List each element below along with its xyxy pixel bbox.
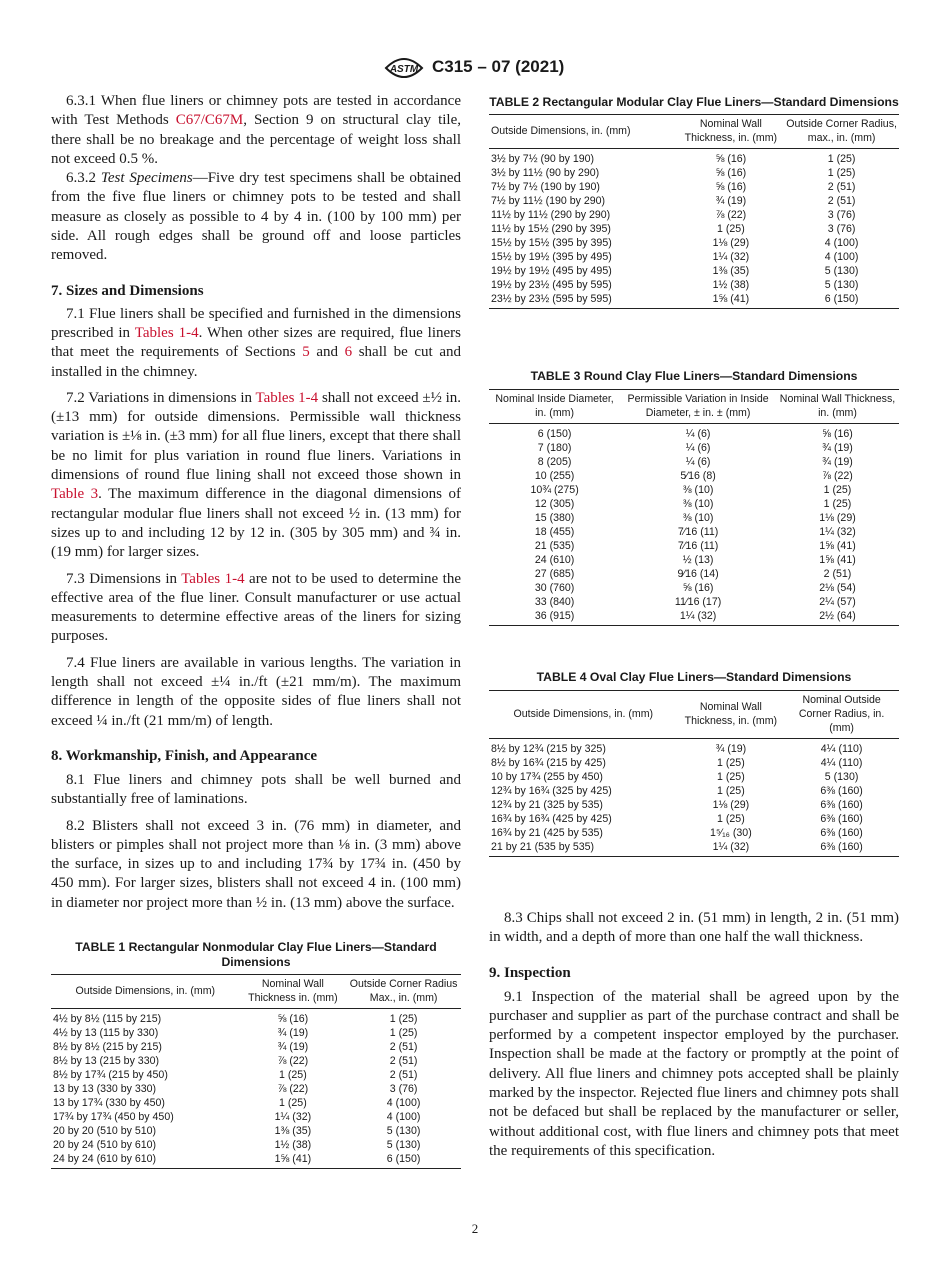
link-table-3[interactable]: Table 3	[51, 486, 99, 503]
link-tables-1-4[interactable]: Tables 1-4	[255, 389, 319, 406]
table-row	[51, 1096, 461, 1110]
table-cell: 1 (25)	[717, 785, 745, 797]
table-row	[51, 1009, 461, 1027]
table-cell: ⅞ (22)	[277, 1083, 309, 1095]
table-3-grid	[489, 389, 899, 626]
table-header: Permissible Variation in Inside Diameter, ± in. ± (mm)	[620, 390, 776, 424]
table-header: Nominal Inside Diameter, in. (mm)	[489, 390, 620, 424]
table-cell: 1 (25)	[717, 813, 745, 825]
table-row	[489, 539, 899, 553]
table-cell: 24 by 24 (610 by 610)	[53, 1153, 157, 1165]
table-cell: 1⅛ (29)	[819, 512, 856, 524]
table-cell: 1¼ (32)	[679, 610, 717, 622]
table-cell: 21 by 21 (535 by 535)	[491, 841, 595, 853]
table-row	[489, 581, 899, 595]
table-header: Nominal Wall Thickness, in. (mm)	[678, 691, 785, 739]
table-cell: 20 by 20 (510 by 510)	[53, 1125, 157, 1137]
table-cell: 7⁄16 (11)	[677, 526, 719, 538]
table-cell: 3½ by 7½ (90 by 190)	[491, 153, 595, 165]
table-cell: 1⅝ (41)	[819, 540, 856, 552]
table-cell: 10¾ (275)	[530, 484, 579, 496]
table-cell: 4½ by 8½ (115 by 215)	[53, 1013, 162, 1025]
table-cell: ¾ (19)	[277, 1027, 309, 1039]
table-cell: 2 (51)	[389, 1069, 418, 1081]
table-2-title: TABLE 2 Rectangular Modular Clay Flue Liners—Standard Dimensions	[489, 95, 899, 109]
table-row	[489, 469, 899, 483]
table-cell: 1 (25)	[717, 223, 745, 235]
table-1	[51, 940, 461, 1169]
table-row	[489, 567, 899, 581]
table-row	[51, 1026, 461, 1040]
table-cell: 1 (25)	[823, 498, 852, 510]
table-header: Nominal Wall Thickness, in. (mm)	[678, 115, 785, 149]
svg-text:ASTM: ASTM	[389, 64, 419, 75]
table-row	[489, 739, 899, 757]
table-cell: ¾ (19)	[277, 1041, 309, 1053]
table-cell: 6⅜ (160)	[820, 841, 863, 853]
table-cell: 17¾ by 17¾ (450 by 450)	[53, 1111, 174, 1123]
table-cell: 1 (25)	[823, 484, 852, 496]
table-cell: 4 (100)	[824, 251, 859, 263]
table-cell: 2¼ (57)	[819, 596, 856, 608]
table-header: Outside Dimensions, in. (mm)	[51, 975, 240, 1009]
table-cell: 16¾ by 21 (425 by 535)	[491, 827, 603, 839]
table-cell: 5 (130)	[386, 1125, 421, 1137]
table-cell: 5 (130)	[824, 279, 859, 291]
link-tables-1-4[interactable]: Tables 1-4	[181, 570, 245, 587]
table-row	[51, 1124, 461, 1138]
table-cell: 20 by 24 (510 by 610)	[53, 1139, 157, 1151]
table-cell: 6 (150)	[537, 428, 572, 440]
table-cell: 4¼ (110)	[820, 743, 863, 755]
table-cell: 2 (51)	[389, 1041, 418, 1053]
link-section-5[interactable]: 5	[302, 344, 310, 361]
table-row	[489, 525, 899, 539]
table-cell: 4 (100)	[386, 1111, 421, 1123]
table-cell: 1½ (38)	[712, 279, 750, 291]
table-row	[51, 1068, 461, 1082]
table-cell: 1 (25)	[279, 1097, 307, 1109]
table-row	[489, 455, 899, 469]
table-cell: 30 (760)	[534, 582, 575, 594]
table-cell: 1⅛ (29)	[712, 799, 750, 811]
table-1-grid	[51, 974, 461, 1169]
table-row	[489, 812, 899, 826]
table-row	[489, 236, 899, 250]
table-cell: ⅞ (22)	[715, 209, 747, 221]
table-header: Outside Corner Radius, max., in. (mm)	[784, 115, 899, 149]
table-row	[489, 208, 899, 222]
table-cell: ¾ (19)	[715, 743, 747, 755]
table-cell: 3 (76)	[827, 209, 856, 221]
table-cell: 8 (205)	[537, 456, 572, 468]
link-c67[interactable]: C67/C67M	[175, 112, 244, 129]
page-header	[0, 54, 950, 84]
table-cell: 10 by 17¾ (255 by 450)	[491, 771, 603, 783]
paragraph-7-1: 7.1 Flue liners shall be specified and furnished in the dimensions prescribed in Tables 1-4. When other sizes are required, flue liners that meet the requirements of Sections 5 and 6 shall be cut and installed in the chimney.	[51, 305, 461, 380]
table-1-title: TABLE 1 Rectangular Nonmodular Clay Flue Liners—Standard Dimensions	[75, 940, 437, 969]
table-cell: ⅝ (16)	[715, 153, 747, 165]
table-row	[489, 826, 899, 840]
table-cell: 2 (51)	[389, 1055, 418, 1067]
right-text	[489, 909, 899, 1161]
table-cell: 11½ by 15½ (290 by 395)	[491, 223, 611, 235]
table-cell: 33 (840)	[534, 596, 575, 608]
left-column	[51, 92, 461, 913]
table-cell: 1⅝ (41)	[819, 554, 856, 566]
paragraph-9-1: 9.1 Inspection of the material shall be agreed upon by the purchaser and supplier as part of the purchase contract and shall be performed by a competent inspector employed by the purchaser. Inspection shall be made at the factory or promptly at the point of delivery. All flue liners and chimney pots accepted shall be plainly marked by the inspector. Rejected flue liners and chimney pots shall not be defaced but shall be replaced by the manufacturer or seller, without additional cost, with flue liners and chimney pots that meet the requirements of this specification.	[489, 988, 899, 1159]
table-cell: ¼ (6)	[685, 456, 711, 468]
table-row	[489, 278, 899, 292]
table-cell: ⅞ (22)	[277, 1055, 309, 1067]
table-row	[489, 424, 899, 442]
table-row	[489, 609, 899, 626]
section-8-heading: 8. Workmanship, Finish, and Appearance	[51, 747, 318, 764]
table-cell: 1⅜ (35)	[274, 1125, 312, 1137]
table-cell: 15½ by 15½ (395 by 395)	[491, 237, 612, 249]
table-row	[489, 441, 899, 455]
table-cell: 23½ by 23½ (595 by 595)	[491, 293, 612, 305]
table-header: Nominal Wall Thickness in. (mm)	[240, 975, 347, 1009]
table-cell: 24 (610)	[534, 554, 575, 566]
table-cell: ¾ (19)	[822, 456, 853, 468]
table-cell: 1 (25)	[389, 1027, 418, 1039]
table-cell: ⅞ (22)	[822, 470, 853, 482]
table-cell: 1⅜ (35)	[712, 265, 750, 277]
table-cell: ⅜ (10)	[682, 484, 714, 496]
table-cell: 6 (150)	[386, 1153, 421, 1165]
paragraph-6-3-2: 6.3.2 Test Specimens—Five dry test specimens shall be obtained from the five flue liners or chimney pots to be tested and shall measure as closely as possible to 4 by 4 in. (100 by 100 mm) per side. All rough edges shall be ground off and loose particles removed.	[51, 170, 461, 264]
table-cell: 8½ by 12¾ (215 by 325)	[491, 743, 606, 755]
table-cell: 12¾ by 16¾ (325 by 425)	[491, 785, 612, 797]
table-cell: 18 (455)	[534, 526, 575, 538]
table-cell: 8½ by 16¾ (215 by 425)	[491, 757, 606, 769]
link-section-6[interactable]: 6	[344, 344, 353, 361]
table-header: Nominal Wall Thickness, in. (mm)	[776, 390, 899, 424]
table-cell: 4½ by 13 (115 by 330)	[53, 1027, 159, 1039]
table-cell: 19½ by 19½ (495 by 495)	[491, 265, 612, 277]
table-row	[51, 1054, 461, 1068]
table-cell: 1 (25)	[279, 1069, 307, 1081]
table-cell: 6⅜ (160)	[820, 813, 863, 825]
table-cell: 1¼ (32)	[712, 251, 750, 263]
table-cell: ⅝ (16)	[682, 582, 714, 594]
table-cell: 1 (25)	[827, 153, 856, 165]
table-cell: 6 (150)	[824, 293, 859, 305]
astm-logo-icon	[384, 54, 424, 82]
table-cell: ⅝ (16)	[277, 1013, 309, 1025]
table-row	[489, 149, 899, 167]
table-cell: 5⁄16 (8)	[680, 470, 716, 482]
paragraph-8-1: 8.1 Flue liners and chimney pots shall be well burned and substantially free of laminations.	[51, 771, 461, 808]
table-cell: 7½ by 7½ (190 by 190)	[491, 181, 600, 193]
table-2-grid	[489, 114, 899, 309]
section-7-heading: 7. Sizes and Dimensions	[51, 282, 204, 299]
paragraph-6-3-1: 6.3.1 When flue liners or chimney pots are tested in accordance with Test Methods C67/C67M, Section 9 on structural clay tile, there shall be no breakage and the percentage of weight loss shall not exceed 0.5 %.	[51, 93, 461, 167]
table-cell: 4¼ (110)	[820, 757, 863, 769]
table-row	[489, 194, 899, 208]
table-3-title: TABLE 3 Round Clay Flue Liners—Standard Dimensions	[530, 369, 858, 383]
table-row	[489, 840, 899, 857]
table-2	[489, 95, 899, 309]
table-cell: ⅜ (10)	[682, 512, 714, 524]
table-row	[489, 756, 899, 770]
table-cell: ¼ (6)	[685, 428, 711, 440]
table-cell: 7½ by 11½ (190 by 290)	[491, 195, 606, 207]
table-cell: 1 (25)	[389, 1013, 418, 1025]
table-cell: 4 (100)	[824, 237, 859, 249]
table-row	[489, 222, 899, 236]
table-cell: 13 by 17¾ (330 by 450)	[53, 1097, 165, 1109]
table-cell: 1 (25)	[827, 167, 856, 179]
table-cell: ¼ (6)	[685, 442, 711, 454]
table-cell: 3 (76)	[389, 1083, 418, 1095]
table-cell: 15 (380)	[534, 512, 575, 524]
table-cell: 2 (51)	[827, 181, 856, 193]
table-4-grid	[489, 690, 899, 857]
table-row	[489, 264, 899, 278]
table-row	[489, 595, 899, 609]
table-cell: 6⅜ (160)	[820, 827, 863, 839]
table-cell: 6⅜ (160)	[820, 799, 863, 811]
table-3	[489, 369, 899, 626]
table-row	[51, 1138, 461, 1152]
table-cell: 5 (130)	[824, 265, 859, 277]
table-cell: 7⁄16 (11)	[677, 540, 719, 552]
table-row	[489, 553, 899, 567]
table-cell: ½ (13)	[682, 554, 714, 566]
paragraph-7-4: 7.4 Flue liners are available in various lengths. The variation in length shall not exceed ±¼ in./ft (±21 mm/m). The maximum difference in length of the opposite sides of flue liners shall not exceed ¼ in./ft (21 mm/m) of length.	[51, 654, 461, 729]
table-cell: 2½ (64)	[819, 610, 856, 622]
table-4	[489, 670, 899, 857]
table-cell: 8½ by 13 (215 by 330)	[53, 1055, 160, 1067]
table-cell: 1¼ (32)	[819, 526, 856, 538]
table-cell: 2⅛ (54)	[819, 582, 856, 594]
table-cell: 16¾ by 16¾ (425 by 425)	[491, 813, 612, 825]
table-cell: 1⅛ (29)	[712, 237, 750, 249]
table-cell: 1 (25)	[717, 771, 745, 783]
table-cell: 21 (535)	[534, 540, 575, 552]
table-row	[489, 250, 899, 264]
table-cell: 6⅜ (160)	[820, 785, 863, 797]
table-cell: 9⁄16 (14)	[677, 568, 719, 580]
table-row	[51, 1110, 461, 1124]
table-cell: ⅝ (16)	[822, 428, 853, 440]
table-header: Outside Dimensions, in. (mm)	[489, 691, 678, 739]
table-cell: 5 (130)	[386, 1139, 421, 1151]
table-cell: 19½ by 23½ (495 by 595)	[491, 279, 612, 291]
table-cell: ¾ (19)	[715, 195, 747, 207]
table-cell: 12 (305)	[534, 498, 575, 510]
table-cell: 15½ by 19½ (395 by 495)	[491, 251, 612, 263]
table-cell: ¾ (19)	[822, 442, 853, 454]
table-header: Outside Dimensions, in. (mm)	[489, 115, 678, 149]
table-cell: 5 (130)	[824, 771, 859, 783]
paragraph-7-3: 7.3 Dimensions in Tables 1-4 are not to be used to determine the effective area of the flue liner. Consult manufacturer or use actual measurements to determine effective areas of the liners for sizing purposes.	[51, 570, 461, 645]
table-cell: 1¼ (32)	[712, 841, 750, 853]
table-row	[489, 798, 899, 812]
table-row	[489, 497, 899, 511]
table-cell: 12¾ by 21 (325 by 535)	[491, 799, 603, 811]
document-id: C315 – 07 (2021)	[432, 57, 565, 76]
page-number: 2	[471, 1221, 479, 1236]
table-cell: ⅝ (16)	[715, 181, 747, 193]
table-cell: 8½ by 8½ (215 by 215)	[53, 1041, 162, 1053]
table-cell: 1½ (38)	[274, 1139, 312, 1151]
table-cell: 1⁵⁄₁₆ (30)	[710, 827, 752, 839]
table-cell: 10 (255)	[534, 470, 575, 482]
table-cell: 11½ by 11½ (290 by 290)	[491, 209, 611, 221]
table-cell: 11⁄16 (17)	[674, 596, 722, 608]
table-row	[489, 292, 899, 309]
table-cell: 7 (180)	[537, 442, 572, 454]
table-row	[489, 483, 899, 497]
table-cell: 4 (100)	[386, 1097, 421, 1109]
link-tables-1-4[interactable]: Tables 1-4	[134, 324, 199, 341]
table-cell: 1¼ (32)	[274, 1111, 312, 1123]
table-cell: 27 (685)	[534, 568, 575, 580]
table-row	[489, 180, 899, 194]
table-cell: 2 (51)	[827, 195, 856, 207]
paragraph-8-2: 8.2 Blisters shall not exceed 3 in. (76 mm) in diameter, and blisters or pimples shall not project more than ⅛ in. (3 mm) above the surface, in sizes up to and including 17¾ by 17¾ in. (450 by 450 mm). For larger sizes, blisters shall not exceed 4 in. (100 mm) in diameter nor project more than ½ in. (13 mm) above the surface.	[51, 817, 461, 911]
table-cell: ⅝ (16)	[715, 167, 747, 179]
table-cell: 3 (76)	[827, 223, 856, 235]
table-cell: 1 (25)	[717, 757, 745, 769]
table-row	[51, 1040, 461, 1054]
table-row	[51, 1082, 461, 1096]
table-cell: 2 (51)	[823, 568, 852, 580]
paragraph-8-3: 8.3 Chips shall not exceed 2 in. (51 mm) in length, 2 in. (51 mm) in width, and a depth of more than one half the wall thickness.	[489, 910, 899, 946]
table-cell: 36 (915)	[534, 610, 575, 622]
table-cell: 13 by 13 (330 by 330)	[53, 1083, 157, 1095]
table-header: Nominal Outside Corner Radius, in. (mm)	[784, 691, 899, 739]
section-9-heading: 9. Inspection	[489, 964, 571, 981]
table-row	[489, 511, 899, 525]
table-4-title: TABLE 4 Oval Clay Flue Liners—Standard Dimensions	[536, 670, 852, 684]
table-cell: 1⅝ (41)	[712, 293, 750, 305]
table-cell: 3½ by 11½ (90 by 290)	[491, 167, 600, 179]
table-row	[51, 1152, 461, 1169]
table-row	[489, 166, 899, 180]
table-header: Outside Corner Radius Max., in. (mm)	[346, 975, 461, 1009]
table-row	[489, 784, 899, 798]
table-cell: 8½ by 17¾ (215 by 450)	[53, 1069, 168, 1081]
paragraph-7-2: 7.2 Variations in dimensions in Tables 1-4 shall not exceed ±½ in. (±13 mm) for outside dimensions. Permissible wall thickness variation is ±⅛ in. (±3 mm) for all flue liners, except that there shall be no limit for plus variation in round flue liners. Variations in dimensions of round flue lining shall not exceed those shown in Table 3. The maximum difference in the diagonal dimensions of rectangular modular flue liners shall not exceed ½ in. (13 mm) for sizes up to and including 12 by 12 in. (305 by 305 mm) and ¾ in. (19 mm) for larger sizes.	[51, 389, 462, 561]
table-row	[489, 770, 899, 784]
table-cell: ⅜ (10)	[682, 498, 714, 510]
table-cell: 1⅝ (41)	[274, 1153, 312, 1165]
